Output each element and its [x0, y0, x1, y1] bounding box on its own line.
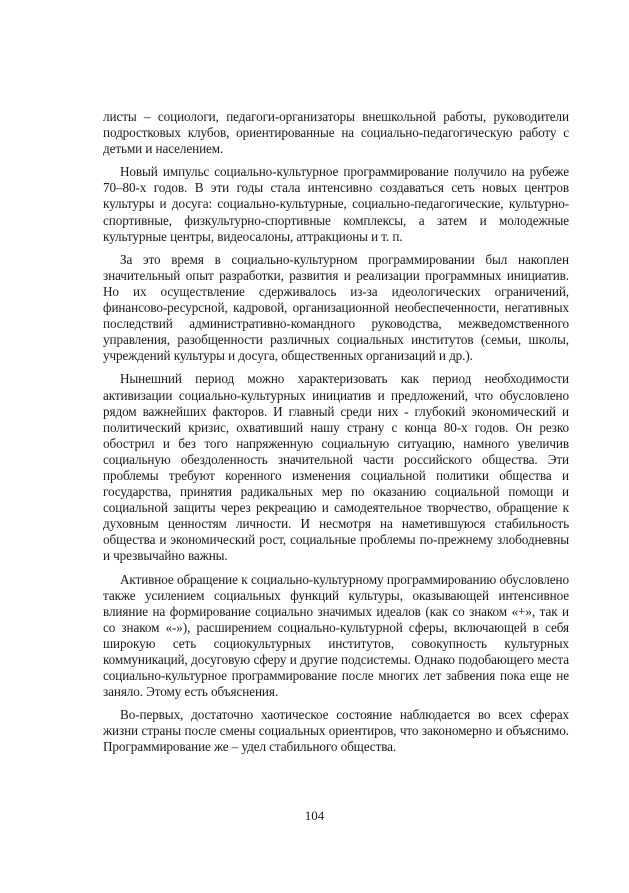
- body-text: [103, 109, 569, 756]
- paragraph-active-appeal: Активное обращение к социально-культурному программированию обусловлено также усилением социальных функций культуры, оказывающей интенсивное влияние на формирование социально значимых идеалов (как со знаком «+», так и со знаком «-»), расширением социально-культурной сферы, включающей в себя широкую сеть социокультурных институтов, совокупность культурных коммуникаций, досуговую сферу и другие подсистемы. Однако подобающего места социально-культурное программирование после многих лет забвения пока еще не заняло. Этому есть объяснения.: [103, 571, 569, 700]
- paragraph-firstly: Во-первых, достаточно хаотическое состояние наблюдается во всех сферах жизни страны после смены социальных ориентиров, что закономерно и объяснимо. Программирование же – удел стабильного общества.: [103, 707, 569, 755]
- page-number: 104: [304, 808, 325, 823]
- paragraph-new-impulse: Новый импульс социально-культурное программирование получило на рубеже 70–80-х годов. В эти годы стала интенсивно создаваться сеть новых центров культуры и досуга: социально-культурные, социально-педагогические, культурно-спортивные, физкультурно-спортивные комплексы, а затем и молодежные культурные центры, видеосалоны, аттракционы и т. п.: [103, 164, 569, 244]
- paragraph-current-period: Нынешний период можно характеризовать как период необходимости активизации социально-культурных инициатив и предложений, что обусловлено рядом важнейших факторов. И главный среди них - глубокий экономический и политический кризис, охвативший нашу страну с конца 80-х годов. Он резко обострил и без того напряженную социальную ситуацию, намного увеличив социальную обездоленность значительной части российского общества. Эти проблемы требуют коренного изменения социальной политики общества и государства, принятия радикальных мер по оказанию социальной помощи и социальной защиты через рекреацию и самодеятельное творчество, обращение к духовным ценностям личности. И несмотря на наметившуюся стабильность общества и экономический рост, социальные проблемы по-прежнему злободневны и чрезвычайно важны.: [103, 371, 569, 564]
- paragraph-continuation: листы – социологи, педагоги-организаторы внешкольной работы, руководители подростковых клубов, ориентированные на социально-педагогическую работу с детьми и населением.: [103, 109, 569, 157]
- paragraph-experience: За это время в социально-культурном программировании был накоплен значительный опыт разработки, развития и реализации программных инициатив. Но их осуществление сдерживалось из-за идеологических ограничений, финансово-ресурсной, кадровой, организационной необеспеченности, негативных последствий административно-командного руководства, межведомственного управления, разобщенности различных социальных институтов (семьи, школы, учреждений культуры и досуга, общественных организаций и др.).: [103, 251, 569, 364]
